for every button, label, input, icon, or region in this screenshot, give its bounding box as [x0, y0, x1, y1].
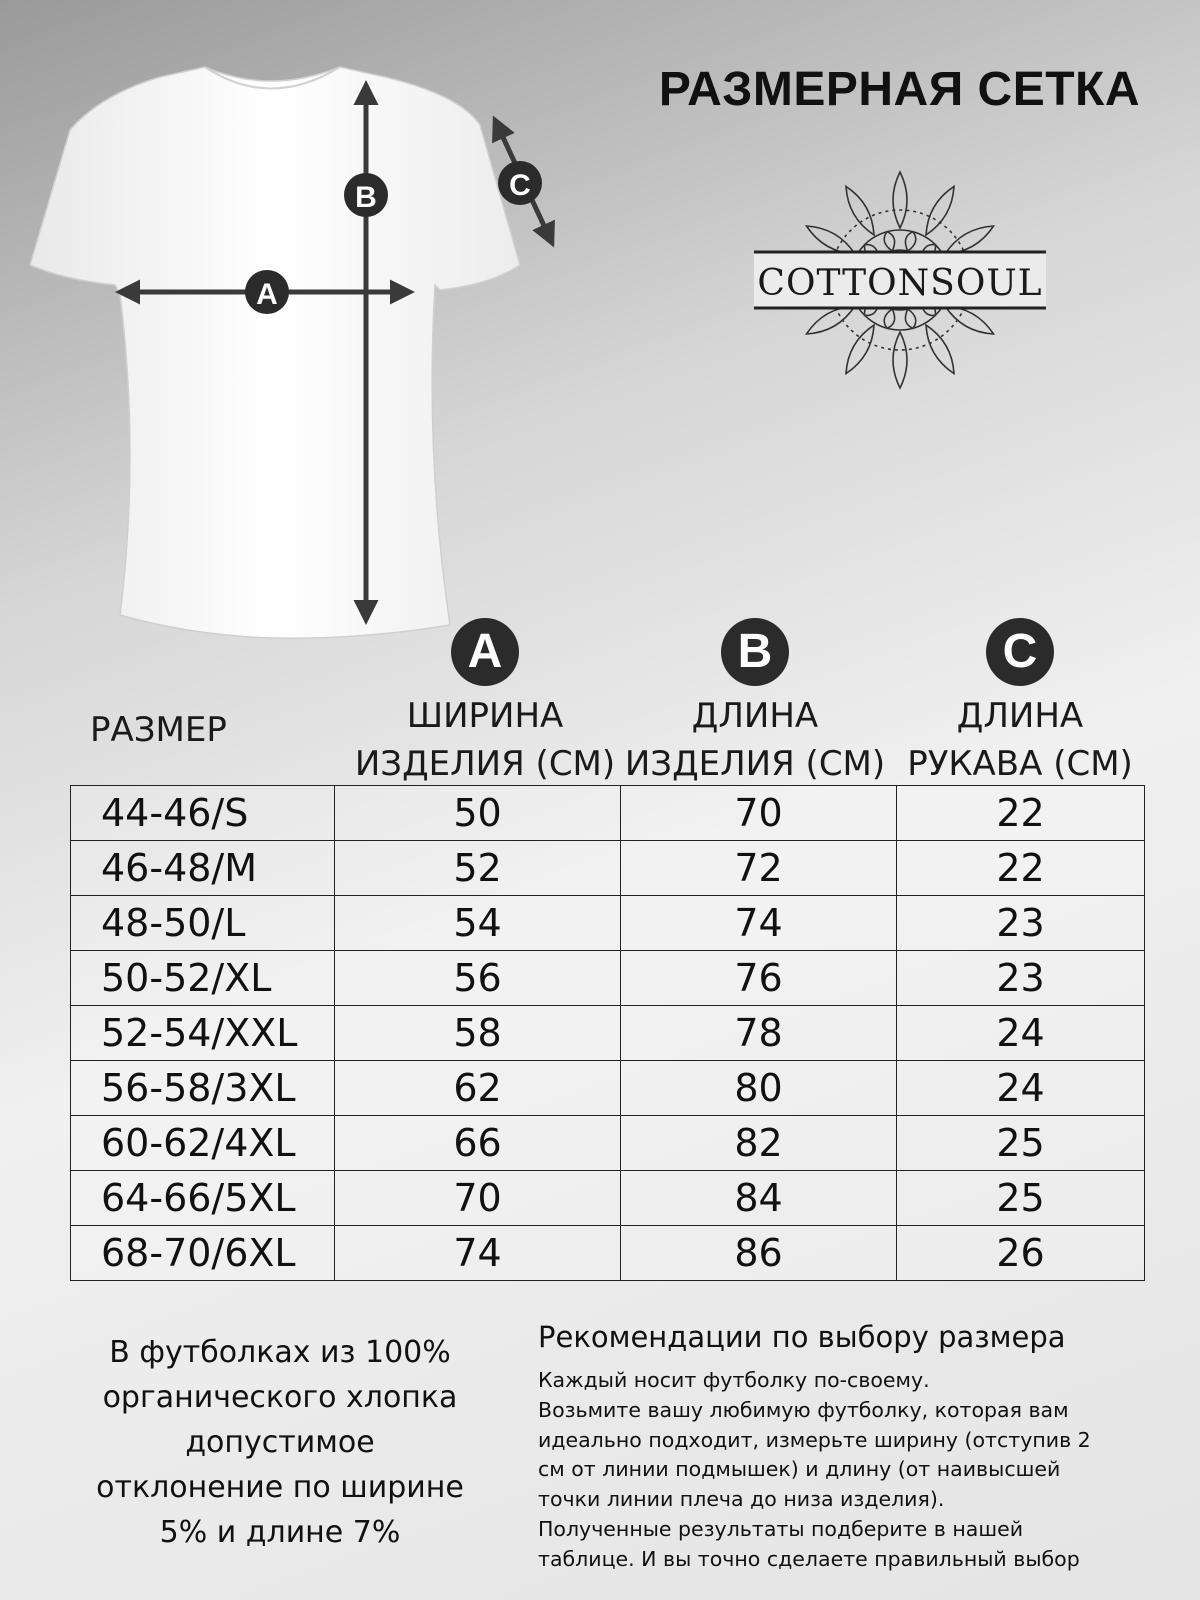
size-cell: 52-54/XXL: [71, 1006, 335, 1061]
size-cell: 64-66/5XL: [71, 1171, 335, 1226]
tolerance-note-line: допустимое: [185, 1425, 375, 1460]
width-cell: 58: [335, 1006, 621, 1061]
table-row: [71, 1171, 1145, 1226]
tshirt-shape: [30, 67, 520, 638]
length-cell: 80: [621, 1061, 897, 1116]
sleeve-cell: 22: [897, 786, 1145, 841]
label-b-marker: [344, 173, 388, 217]
label-c: C: [509, 169, 531, 202]
width-column-header: [345, 618, 625, 788]
sleeve-header-line1: ДЛИНА: [956, 696, 1084, 736]
recommendation-line: точки линии плеча до низа изделия).: [538, 1487, 945, 1512]
table-row: [71, 1006, 1145, 1061]
size-cell: 48-50/L: [71, 896, 335, 951]
recommendation-line: см от линии подмышек) и длину (от наивысшей: [538, 1457, 1061, 1482]
tshirt-diagram: [20, 55, 580, 645]
recommendation-line: Каждый носит футболку по-своему.: [538, 1368, 930, 1392]
sleeve-cell: 23: [897, 951, 1145, 1006]
sleeve-column-header: [895, 618, 1145, 788]
page-title: РАЗМЕРНАЯ СЕТКА: [658, 63, 1140, 116]
length-cell: 74: [621, 896, 897, 951]
sleeve-cell: 24: [897, 1006, 1145, 1061]
recommendation-line: Полученные результаты подберите в нашей: [538, 1516, 1024, 1541]
size-cell: 56-58/3XL: [71, 1061, 335, 1116]
brand-name: COTTONSOUL: [757, 263, 1043, 304]
tolerance-note-line: В футболках из 100%: [109, 1335, 451, 1370]
length-header-line1: ДЛИНА: [691, 696, 819, 736]
sleeve-cell: 23: [897, 896, 1145, 951]
badge-b: B: [721, 618, 789, 686]
sleeve-cell: 25: [897, 1171, 1145, 1226]
tolerance-note-line: органического хлопка: [102, 1380, 458, 1415]
width-cell: 66: [335, 1116, 621, 1171]
length-cell: 78: [621, 1006, 897, 1061]
width-cell: 70: [335, 1171, 621, 1226]
width-header-line2: ИЗДЕЛИЯ (СМ): [354, 744, 616, 784]
size-cell: 68-70/6XL: [71, 1226, 335, 1281]
size-table: [70, 785, 1145, 1281]
length-cell: 84: [621, 1171, 897, 1226]
length-cell: 76: [621, 951, 897, 1006]
recommendation-line: Возьмите вашу любимую футболку, которая вам: [538, 1397, 1069, 1422]
length-cell: 72: [621, 841, 897, 896]
size-cell: 50-52/XL: [71, 951, 335, 1006]
size-cell: 60-62/4XL: [71, 1116, 335, 1171]
label-c-marker: [498, 161, 542, 205]
badge-c: C: [986, 618, 1054, 686]
brand-logo: [750, 160, 1050, 400]
tolerance-note: [40, 1330, 520, 1555]
sleeve-header-line2: РУКАВА (СМ): [907, 744, 1133, 784]
length-column-header: [620, 618, 890, 788]
length-header-line2: ИЗДЕЛИЯ (СМ): [624, 744, 886, 784]
recommendation-line: таблице. И вы точно сделаете правильный выбор: [538, 1546, 1080, 1571]
sleeve-cell: 25: [897, 1116, 1145, 1171]
size-cell: 46-48/M: [71, 841, 335, 896]
width-cell: 54: [335, 896, 621, 951]
label-a-marker: [245, 270, 289, 314]
width-cell: 50: [335, 786, 621, 841]
width-cell: 74: [335, 1226, 621, 1281]
table-row: [71, 1116, 1145, 1171]
length-cell: 82: [621, 1116, 897, 1171]
table-row: [71, 1061, 1145, 1116]
table-row: [71, 1226, 1145, 1281]
table-row: [71, 786, 1145, 841]
table-row: [71, 841, 1145, 896]
sleeve-cell: 26: [897, 1226, 1145, 1281]
sleeve-cell: 22: [897, 841, 1145, 896]
tolerance-note-line: 5% и длине 7%: [159, 1515, 401, 1550]
recommendation-line: идеально подходит, измерьте ширину (отступив 2: [538, 1427, 1091, 1452]
length-cell: 86: [621, 1226, 897, 1281]
table-row: [71, 896, 1145, 951]
size-column-header: РАЗМЕР: [90, 710, 227, 750]
width-cell: 52: [335, 841, 621, 896]
length-cell: 70: [621, 786, 897, 841]
width-header-line1: ШИРИНА: [406, 696, 564, 736]
width-cell: 62: [335, 1061, 621, 1116]
label-b: B: [355, 181, 377, 214]
badge-a: A: [451, 618, 519, 686]
label-a: A: [256, 278, 278, 311]
width-cell: 56: [335, 951, 621, 1006]
recommendations-text: [538, 1366, 1138, 1575]
sleeve-cell: 24: [897, 1061, 1145, 1116]
table-row: [71, 951, 1145, 1006]
tolerance-note-line: отклонение по ширине: [96, 1470, 464, 1505]
recommendations-title: Рекомендации по выбору размера: [538, 1320, 1066, 1354]
size-cell: 44-46/S: [71, 786, 335, 841]
